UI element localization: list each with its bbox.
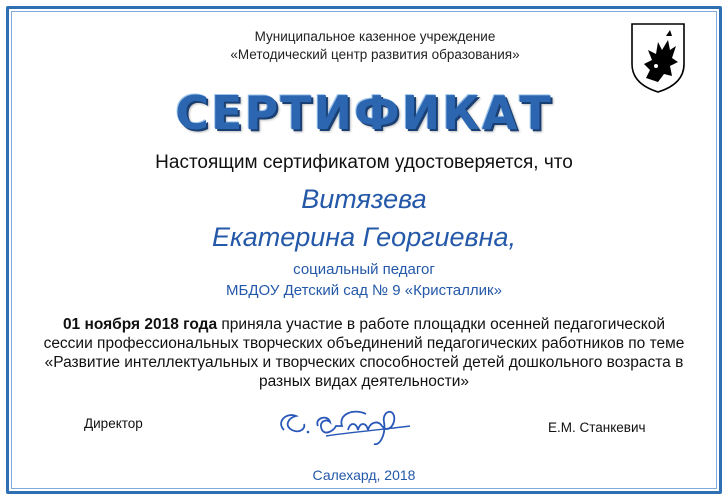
recipient-institution: МБДОУ Детский сад № 9 «Кристаллик» [226,282,502,299]
certificate-body [40,315,688,391]
director-label: Директор [84,416,143,431]
director-name: Е.М. Станкевич [548,420,646,435]
event-date: 01 ноября 2018 года [62,316,218,333]
director-signature [270,400,420,450]
organization-header [140,28,610,64]
org-line-1: Муниципальное казенное учреждение [254,29,496,44]
recipient-surname: Витязева [301,184,427,214]
certificate-title: СЕРТИФИКАТ [175,86,553,140]
recipient-given-names: Екатерина Георгиевна, [211,222,517,252]
recipient-position: социальный педагог [293,261,435,278]
coat-of-arms-icon [628,20,688,94]
event-description: приняла участие в работе площадки осенней педагогической сессии профессиональных творческих объединений педагогических работников по теме «Развитие интеллектуальных и творческих способностей детей дошкольного возраста в разных видах деятельности» [43,316,685,390]
org-line-2: «Методический центр развития образования» [230,47,520,62]
place-and-year: Салехард, 2018 [312,467,416,483]
certificate-intro: Настоящим сертификатом удостоверяется, что [155,152,573,173]
